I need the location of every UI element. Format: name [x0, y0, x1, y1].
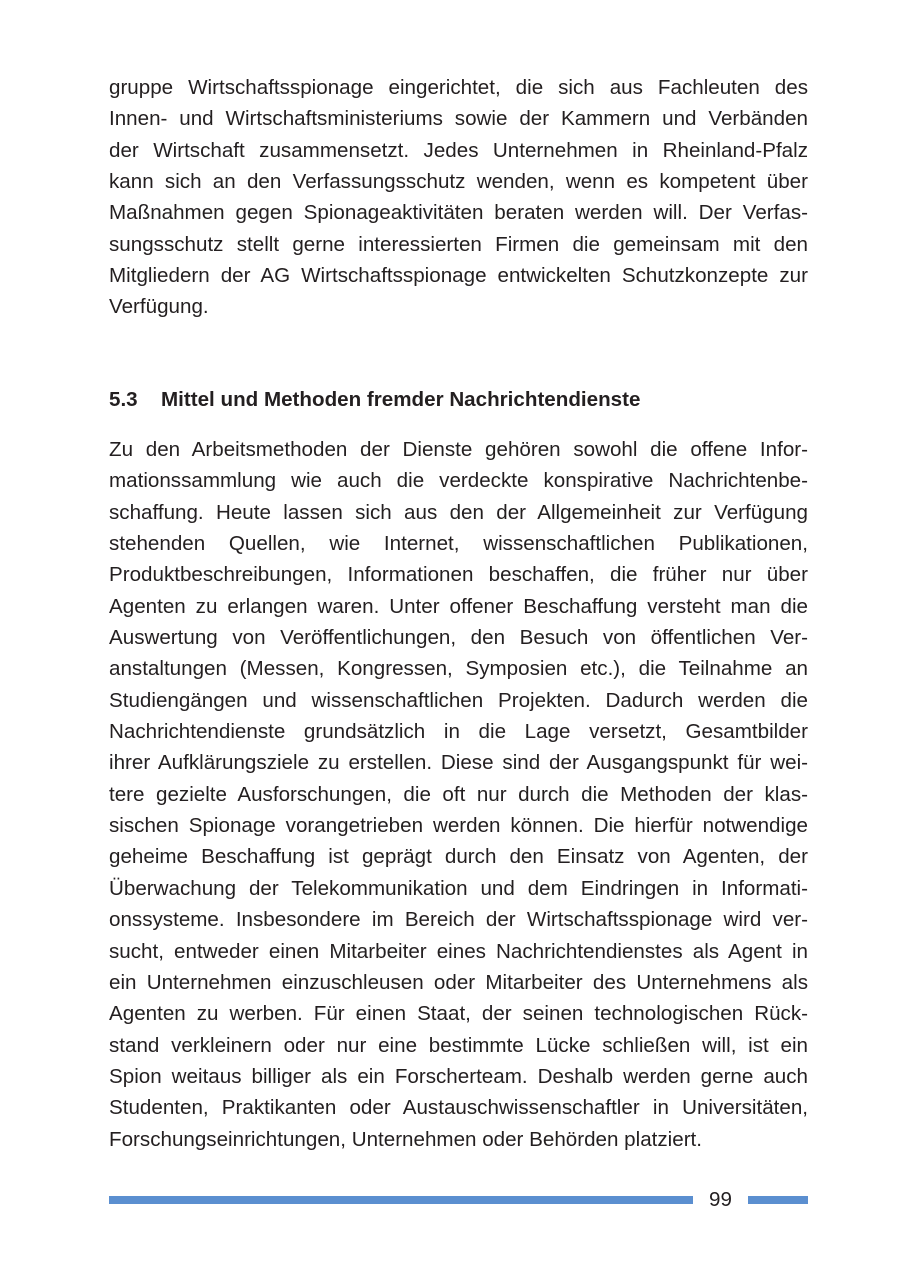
text-line: kann sich an den Verfassungsschutz wenden, wenn es kompetent über	[109, 170, 808, 194]
text-line: sucht, entweder einen Mitarbeiter eines Nachrichtendienstes als Agent in	[109, 939, 808, 963]
text-line: anstaltungen (Messen, Kongressen, Symposien etc.), die Teilnahme an	[109, 657, 808, 681]
text-line: schaffung. Heute lassen sich aus den der Allgemeinheit zur Verfügung	[109, 500, 808, 524]
text-line: Studenten, Praktikanten oder Austauschwissenschaftler in Universitäten,	[109, 1096, 808, 1120]
paragraph-top	[109, 72, 808, 323]
text-line: sungsschutz stellt gerne interessierten Firmen die gemeinsam mit den	[109, 232, 808, 256]
text-line: Innen- und Wirtschaftsministeriums sowie der Kammern und Verbänden	[109, 107, 808, 131]
text-line: ein Unternehmen einzuschleusen oder Mitarbeiter des Unternehmens als	[109, 970, 808, 994]
text-line: Spion weitaus billiger als ein Forscherteam. Deshalb werden gerne auch	[109, 1064, 808, 1088]
footer-bar-left	[109, 1196, 693, 1204]
text-line: Forschungseinrichtungen, Unternehmen oder Behörden platziert.	[109, 1127, 702, 1151]
text-line: Agenten zu werben. Für einen Staat, der seinen technologischen Rück-	[109, 1002, 808, 1026]
page-number: 99	[709, 1188, 732, 1211]
text-line: sischen Spionage vorangetrieben werden können. Die hierfür notwendige	[109, 814, 808, 838]
text-line: Verfügung.	[109, 295, 209, 319]
text-line: Auswertung von Veröffentlichungen, den Besuch von öffentlichen Ver-	[109, 626, 808, 650]
text-line: Mitgliedern der AG Wirtschaftsspionage entwickelten Schutzkonzepte zur	[109, 264, 808, 288]
text-line: Produktbeschreibungen, Informationen beschaffen, die früher nur über	[109, 563, 808, 587]
text-line: Agenten zu erlangen waren. Unter offener Beschaffung versteht man die	[109, 594, 808, 618]
text-line: onssysteme. Insbesondere im Bereich der Wirtschaftsspionage wird ver-	[109, 908, 808, 932]
text-line: Überwachung der Telekommunikation und dem Eindringen in Informati-	[109, 876, 808, 900]
section-title: Mittel und Methoden fremder Nachrichtendienste	[161, 388, 641, 411]
page-footer	[109, 1185, 808, 1215]
text-line: Nachrichtendienste grundsätzlich in die Lage versetzt, Gesamtbilder	[109, 720, 808, 744]
section-number: 5.3	[109, 388, 138, 411]
text-line: Maßnahmen gegen Spionageaktivitäten beraten werden will. Der Verfas-	[109, 201, 808, 225]
text-line: Studiengängen und wissenschaftlichen Projekten. Dadurch werden die	[109, 688, 808, 712]
section-heading	[109, 385, 808, 415]
text-line: stand verkleinern oder nur eine bestimmte Lücke schließen will, ist ein	[109, 1033, 808, 1057]
text-line: stehenden Quellen, wie Internet, wissenschaftlichen Publikationen,	[109, 532, 808, 556]
paragraph-main	[109, 434, 808, 1155]
text-line: tere gezielte Ausforschungen, die oft nur durch die Methoden der klas-	[109, 782, 808, 806]
footer-bar-right	[748, 1196, 808, 1204]
text-line: mationssammlung wie auch die verdeckte konspirative Nachrichtenbe-	[109, 469, 808, 493]
text-line: Zu den Arbeitsmethoden der Dienste gehören sowohl die offene Infor-	[109, 438, 808, 461]
text-line: gruppe Wirtschaftsspionage eingerichtet, die sich aus Fachleuten des	[109, 76, 808, 99]
text-line: ihrer Aufklärungsziele zu erstellen. Diese sind der Ausgangspunkt für wei-	[109, 751, 808, 775]
text-line: geheime Beschaffung ist geprägt durch den Einsatz von Agenten, der	[109, 845, 808, 869]
text-line: der Wirtschaft zusammensetzt. Jedes Unternehmen in Rheinland-Pfalz	[109, 138, 808, 162]
